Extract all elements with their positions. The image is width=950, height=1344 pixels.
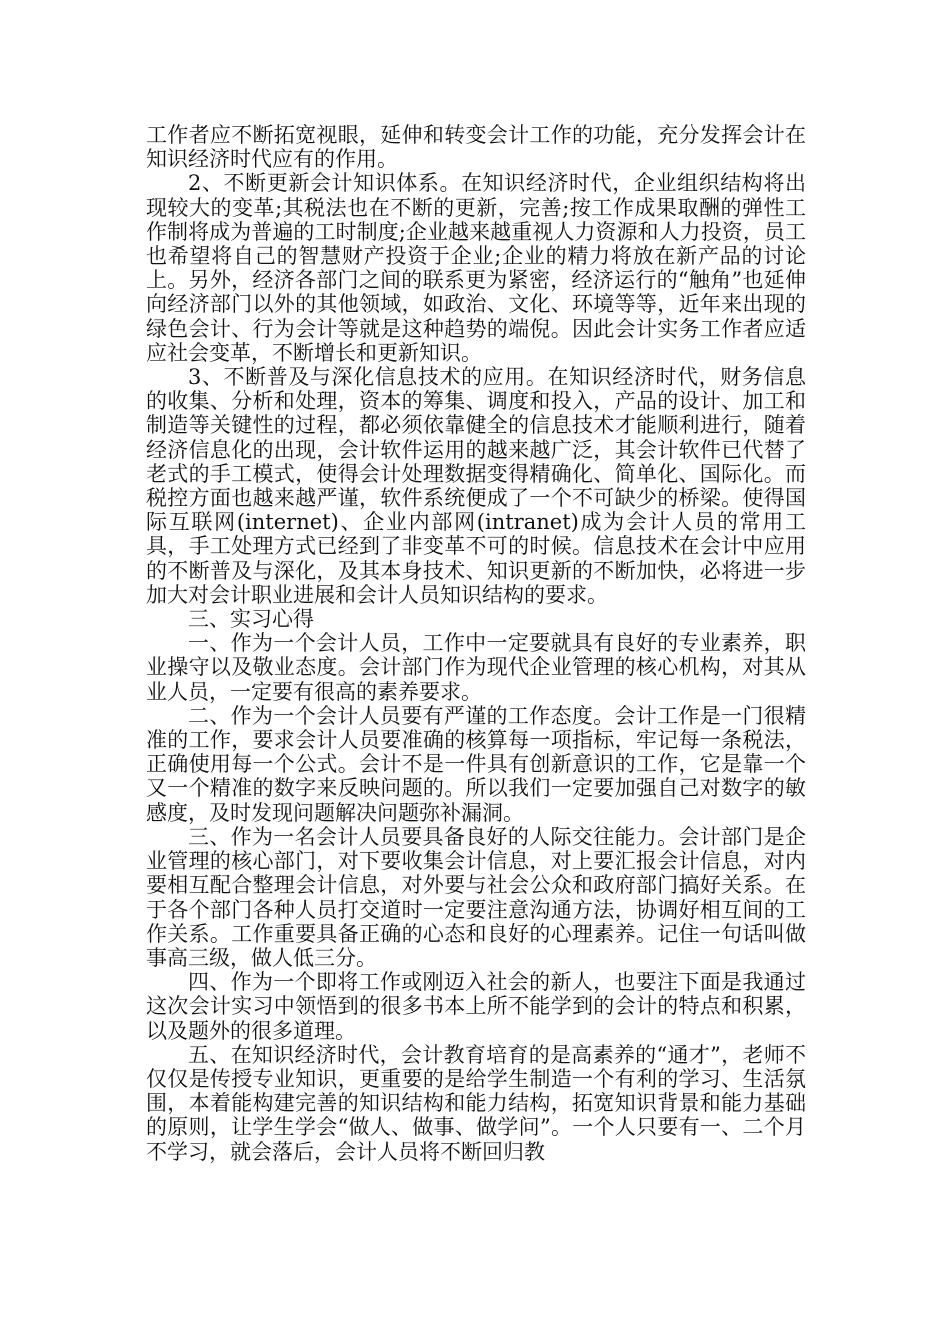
section-heading-internship-insights: 三、实习心得: [188, 607, 314, 632]
document-body: [146, 123, 806, 1164]
paragraph-information-technology: 3、不断普及与深化信息技术的应用。在知识经济时代，财务信息的收集、分析和处理，资本的筹集、调度和投入，产品的设计、加工和制造等关键性的过程，都必须依靠健全的信息技术才能顺利进行，随着经济信息化的出现，会计软件运用的越来越广泛，其会计软件已代替了老式的手工模式，使得会计处理数据变得精确化、简单化、国际化。而税控方面也越来越严谨，软件系统便成了一个不可缺少的桥梁。使得国际互联网(internet)、企业内部网(intranet)成为会计人员的常用工具，手工处理方式已经到了非变革不可的时候。信息技术在会计中应用的不断普及与深化，及其本身技术、知识更新的不断加快，必将进一步加大对会计职业进展和会计人员知识结构的要求。: [146, 365, 806, 607]
paragraph-point-two: 二、作为一个会计人员要有严谨的工作态度。会计工作是一门很精准的工作，要求会计人员要准确的核算每一项指标，牢记每一条税法，正确使用每一个公式。会计不是一件具有创新意识的工作，它是靠一个又一个精准的数字来反映问题的。所以我们一定要加强自己对数字的敏感度，及时发现问题解决问题弥补漏洞。: [146, 703, 806, 825]
paragraph-point-three: 三、作为一名会计人员要具备良好的人际交往能力。会计部门是企业管理的核心部门，对下要收集会计信息，对上要汇报会计信息，对内要相互配合整理会计信息，对外要与社会公众和政府部门搞好关系。在于各个部门各种人员打交道时一定要注意沟通方法，协调好相互间的工作关系。工作重要具备正确的心态和良好的心理素养。记住一句话叫做事高三级，做人低三分。: [146, 824, 806, 970]
paragraph-point-five: 五、在知识经济时代，会计教育培育的是高素养的“通才”，老师不仅仅是传授专业知识，更重要的是给学生制造一个有利的学习、生活氛围，本着能构建完善的知识结构和能力结构，拓宽知识背景和能力基础的原则，让学生学会“做人、做事、做学问”。一个人只要有一、二个月不学习，就会落后，会计人员将不断回归教: [146, 1042, 806, 1164]
paragraph-point-four: 四、作为一个即将工作或刚迈入社会的新人，也要注下面是我通过这次会计实习中领悟到的很多书本上所不能学到的会计的特点和积累，以及题外的很多道理。: [146, 970, 806, 1043]
paragraph-point-one: 一、作为一个会计人员，工作中一定要就具有良好的专业素养，职业操守以及敬业态度。会计部门作为现代企业管理的核心机构，对其从业人员，一定要有很高的素养要求。: [146, 631, 806, 704]
paragraph-knowledge-system: 2、不断更新会计知识体系。在知识经济时代，企业组织结构将出现较大的变革;其税法也在不断的更新，完善;按工作成果取酬的弹性工作制将成为普遍的工时制度;企业越来越重视人力资源和人力投资，员工也希望将自己的智慧财产投资于企业;企业的精力将放在新产品的讨论上。另外，经济各部门之间的联系更为紧密，经济运行的“触角”也延伸向经济部门以外的其他领域，如政治、文化、环境等等，近年来出现的绿色会计、行为会计等就是这种趋势的端倪。因此会计实务工作者应适应社会变革，不断增长和更新知识。: [146, 171, 806, 365]
paragraph-continuation: 工作者应不断拓宽视眼，延伸和转变会计工作的功能，充分发挥会计在知识经济时代应有的作用。: [146, 123, 806, 172]
